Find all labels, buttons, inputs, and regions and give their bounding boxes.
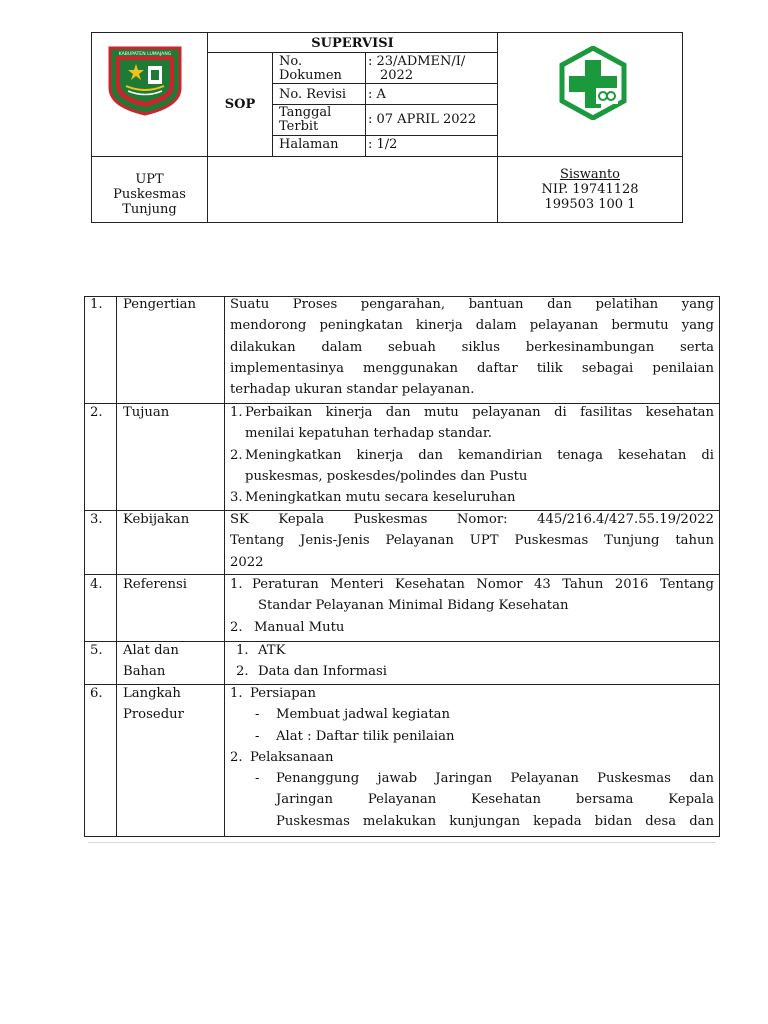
- sub-item: [230, 768, 714, 832]
- list-marker: 2.: [230, 447, 243, 463]
- list-marker: 2.: [230, 749, 243, 765]
- list-item: [236, 661, 714, 682]
- dash-marker: -: [255, 707, 260, 723]
- body-line: Perbaikan kinerja dan mutu pelayanan di fasilitas kesehatan: [245, 405, 714, 420]
- puskesmas-logo-icon: [556, 46, 630, 120]
- section-number: 6.: [90, 686, 103, 701]
- body-line: Jaringan Pelayanan Kesehatan bersama Kepala: [276, 792, 714, 808]
- page-label: Halaman: [279, 137, 339, 152]
- step-item: [230, 747, 714, 768]
- list-item: [230, 617, 714, 638]
- section-number: 1.: [90, 297, 103, 312]
- section-title: Kebijakan: [123, 512, 190, 527]
- unit-name-2: Puskesmas: [113, 187, 186, 202]
- body-line: Puskesmas melakukan kunjungan kepada bidan desa dan: [276, 813, 714, 829]
- revision-label: No. Revisi: [279, 87, 347, 102]
- doc-no-label-2: Dokumen: [279, 68, 342, 83]
- date-value: : 07 APRIL 2022: [368, 112, 477, 127]
- body-line: terhadap ukuran standar pelayanan.: [230, 382, 475, 398]
- sop-label: SOP: [224, 97, 256, 112]
- section-title-line: Alat dan: [123, 643, 179, 658]
- doc-no-value-1: : 23/ADMEN/I/: [368, 54, 466, 69]
- doc-no-value-2: 2022: [380, 68, 414, 83]
- section-number: 2.: [90, 405, 103, 420]
- body-line: Alat : Daftar tilik penilaian: [276, 728, 455, 744]
- dash-marker: -: [255, 728, 260, 744]
- signer-nip-1: NIP. 19741128: [541, 182, 639, 197]
- section-title: Referensi: [123, 577, 188, 592]
- list-marker: 3.: [230, 490, 243, 506]
- body-line: Peraturan Menteri Kesehatan Nomor 43 Tahun 2016 Tentang: [252, 577, 714, 592]
- list-item: [230, 402, 714, 445]
- section-body-prosedur: [230, 683, 714, 832]
- dash-marker: -: [255, 771, 260, 787]
- date-label-2: Terbit: [279, 119, 319, 134]
- body-line: SK Kepala Puskesmas Nomor: 445/216.4/427.55.19/2022: [230, 512, 714, 527]
- step-label: Pelaksanaan: [250, 749, 334, 765]
- body-line: Meningkatkan kinerja dan kemandirian tenaga kesehatan di: [245, 447, 714, 463]
- revision-value: : A: [368, 87, 386, 102]
- section-title: [123, 683, 184, 726]
- section-number: 4.: [90, 577, 103, 592]
- body-line: menilai kepatuhan terhadap standar.: [245, 426, 492, 442]
- sub-item: [230, 726, 714, 747]
- body-line: dilakukan dalam sebuah siklus berkesinambungan serta: [230, 339, 714, 355]
- body-line: 2022: [230, 554, 264, 570]
- signer-nip-2: 199503 100 1: [544, 197, 636, 212]
- document-title: SUPERVISI: [311, 36, 394, 51]
- step-item: [230, 683, 714, 704]
- sub-item: [230, 704, 714, 725]
- unit-name-1: UPT: [135, 172, 164, 187]
- body-line: Meningkatkan mutu secara keseluruhan: [245, 490, 516, 506]
- list-marker: 1.: [236, 643, 249, 658]
- unit-name-3: Tunjung: [122, 202, 177, 217]
- body-line: Manual Mutu: [254, 619, 345, 635]
- signer-name: Siswanto: [559, 167, 621, 182]
- list-marker: 1.: [230, 577, 243, 592]
- doc-no-label-1: No.: [279, 54, 303, 69]
- body-line: Suatu Proses pengarahan, bantuan dan pelatihan yang: [230, 297, 714, 312]
- section-title-line: Prosedur: [123, 707, 184, 723]
- section-title-line: Langkah: [123, 686, 181, 701]
- section-number: 3.: [90, 512, 103, 527]
- list-item: [236, 640, 714, 661]
- body-line: Tentang Jenis-Jenis Pelayanan UPT Puskesmas Tunjung tahun: [230, 533, 714, 549]
- section-title: Pengertian: [123, 297, 197, 312]
- list-marker: 2.: [230, 619, 243, 635]
- kabupaten-lumajang-emblem-icon: [106, 44, 184, 116]
- section-title: Tujuan: [123, 405, 170, 420]
- list-item: [230, 487, 714, 508]
- body-line: Membuat jadwal kegiatan: [276, 707, 451, 723]
- step-label: Persiapan: [250, 686, 317, 701]
- list-marker: 1.: [230, 405, 243, 420]
- body-line: Penanggung jawab Jaringan Pelayanan Puskesmas dan: [276, 771, 714, 787]
- section-body-pengertian: [230, 294, 714, 400]
- section-body-alat: [236, 640, 714, 683]
- section-number: 5.: [90, 643, 103, 658]
- page-value: : 1/2: [368, 137, 398, 152]
- body-line: Data dan Informasi: [258, 664, 387, 680]
- section-title: [123, 640, 179, 683]
- section-body-tujuan: [230, 402, 714, 508]
- list-item: [230, 574, 714, 617]
- date-label-1: Tanggal: [279, 105, 332, 120]
- body-line: implementasinya menggunakan daftar tilik sebagai penilaian: [230, 360, 714, 376]
- list-marker: 2.: [236, 664, 249, 680]
- list-item: [230, 445, 714, 488]
- emblem-text: KABUPATEN LUMAJANG: [118, 52, 172, 57]
- section-body-referensi: [230, 574, 714, 638]
- body-line: Standar Pelayanan Minimal Bidang Kesehatan: [258, 598, 569, 614]
- body-line: puskesmas, poskesdes/polindes dan Pustu: [245, 468, 528, 484]
- section-body-kebijakan: [230, 509, 714, 573]
- section-title-line: Bahan: [123, 664, 166, 680]
- body-line: mendorong peningkatan kinerja dalam pelayanan bermutu yang: [230, 318, 714, 334]
- body-line: ATK: [258, 643, 286, 658]
- list-marker: 1.: [230, 686, 243, 701]
